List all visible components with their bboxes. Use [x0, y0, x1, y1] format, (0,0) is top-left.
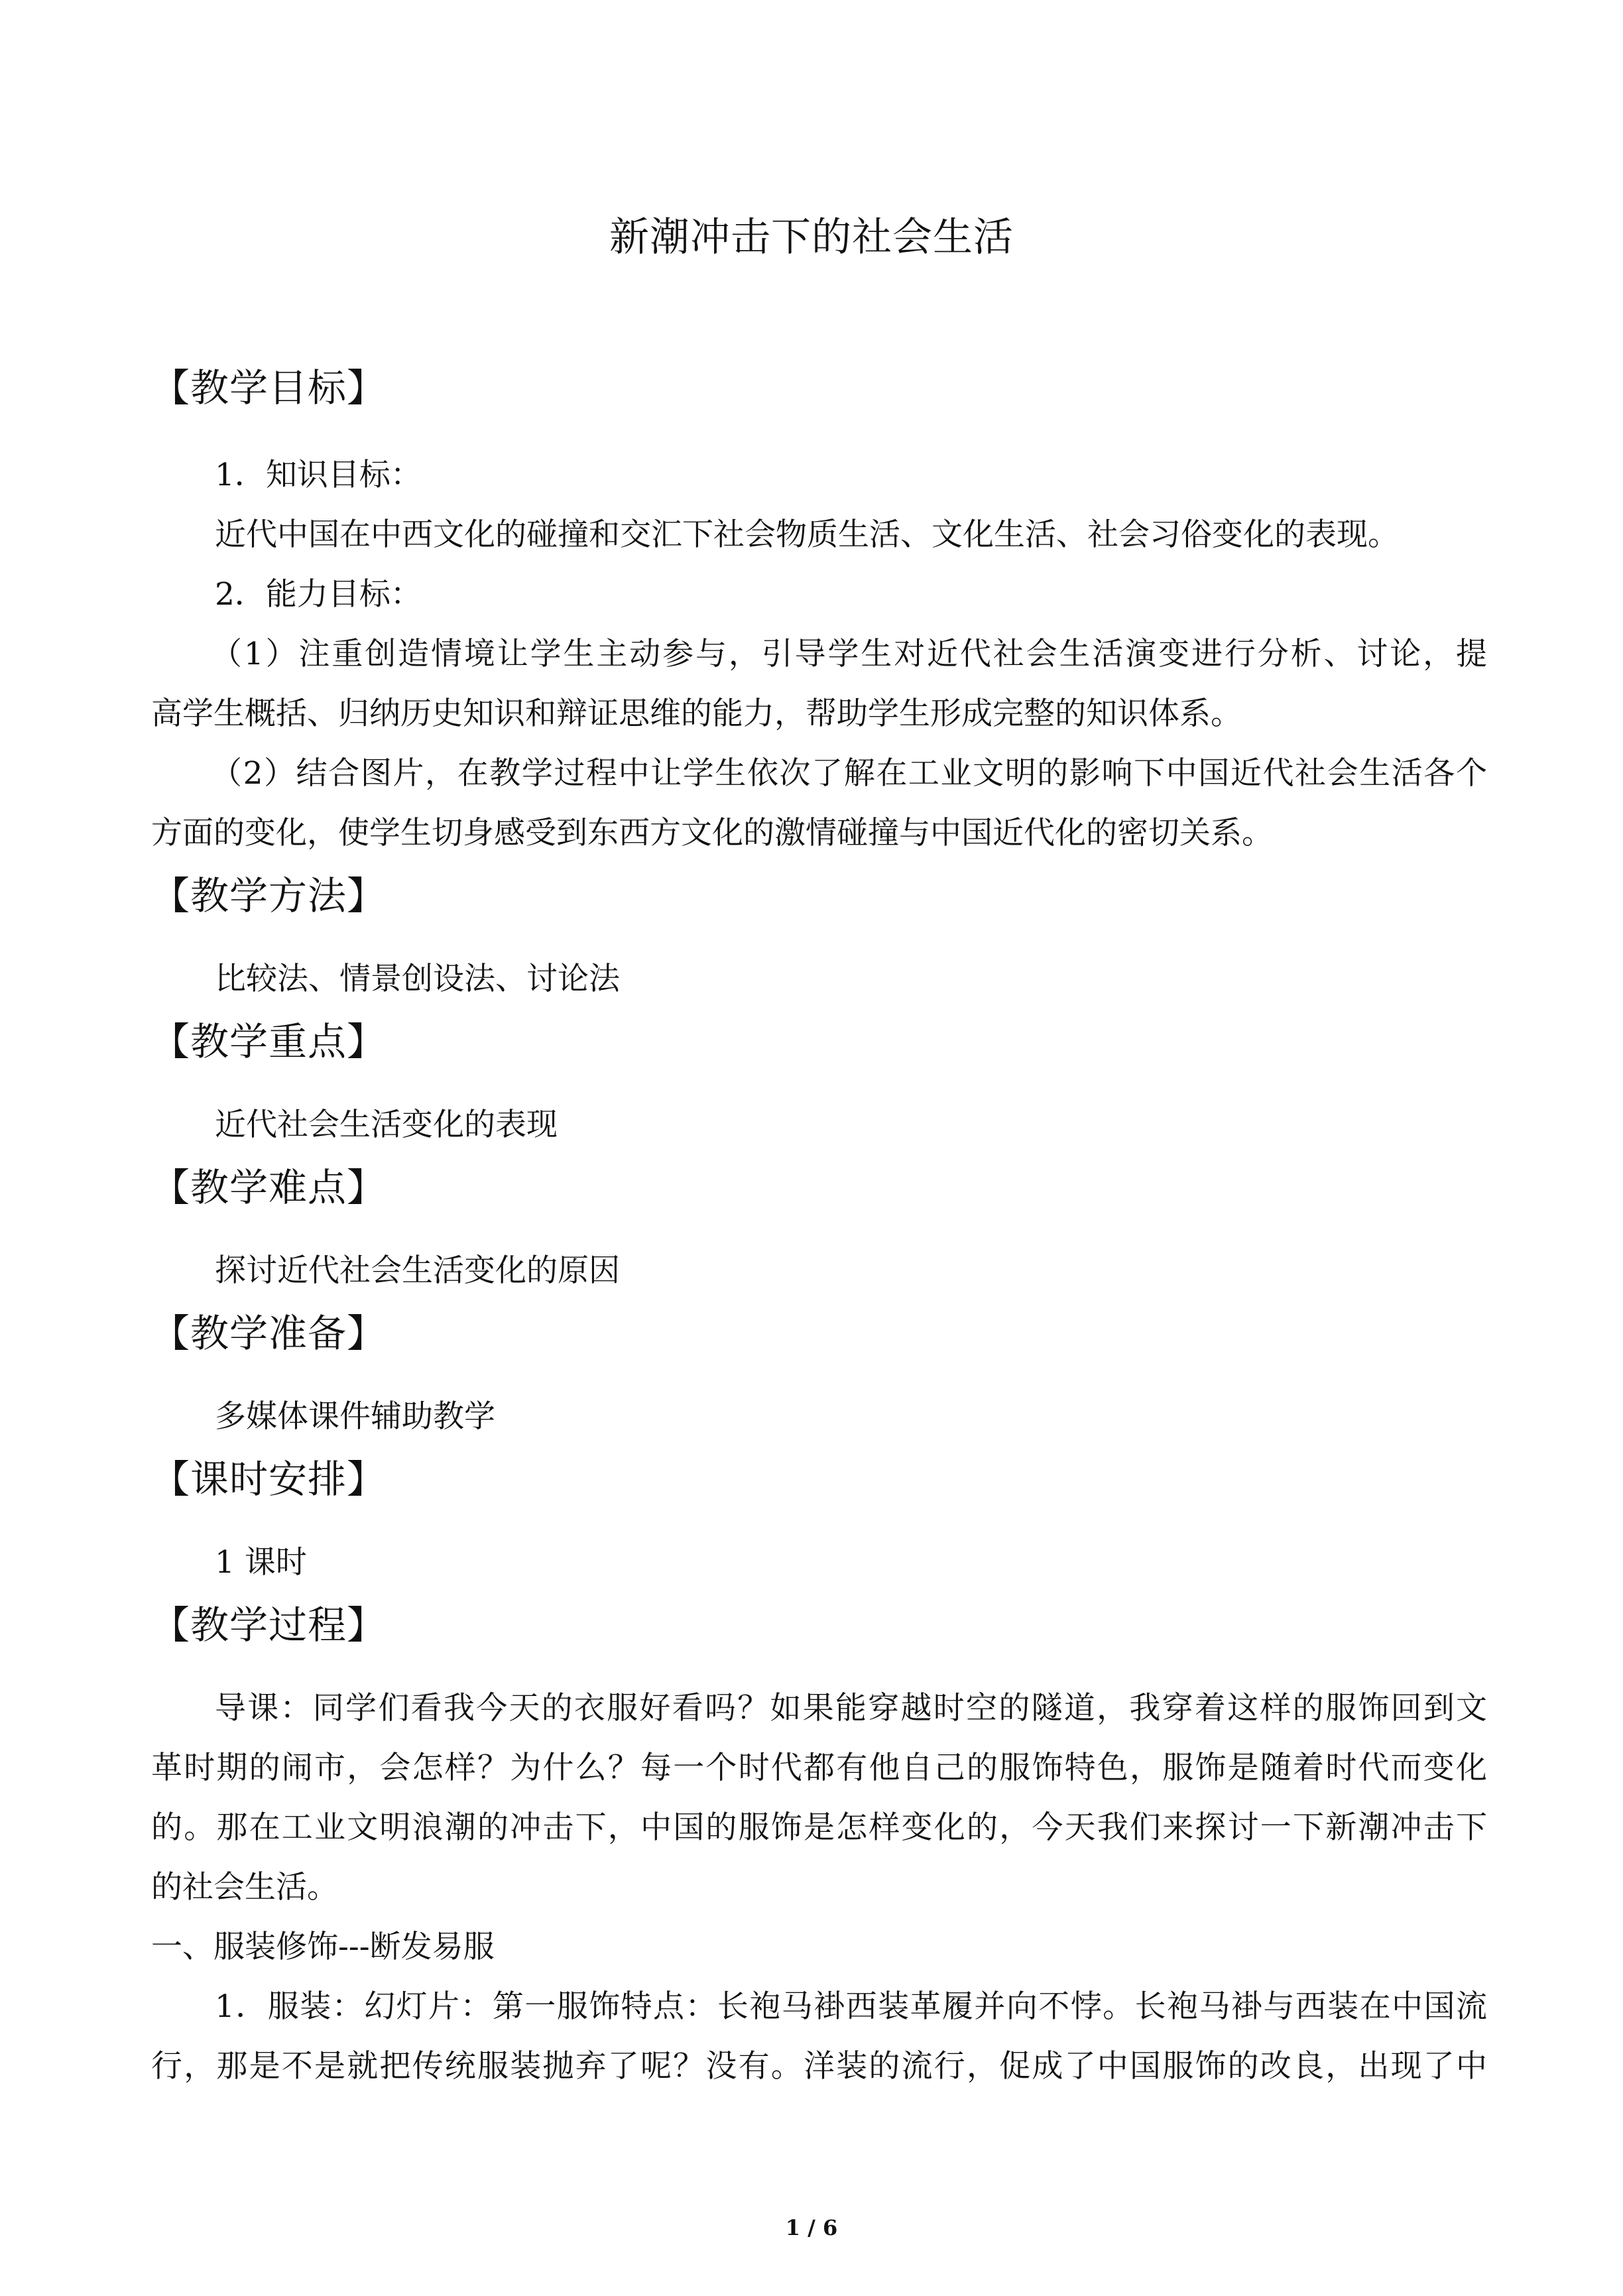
clothing-line-1: 1．服装：幻灯片：第一服饰特点：长袍马褂西装革履并向不悖。长袍马褂与西装在中国流 [215, 1988, 1487, 2025]
ability-objective-1-line-1: （1）注重创造情境让学生主动参与，引导学生对近代社会生活演变进行分析、讨论，提 [211, 636, 1487, 672]
methods-text: 比较法、情景创设法、讨论法 [215, 961, 620, 997]
ability-objective-1-line-2: 高学生概括、归纳历史知识和辩证思维的能力，帮助学生形成完整的知识体系。 [151, 695, 1242, 732]
heading-difficulties: 【教学难点】 [151, 1165, 387, 1210]
heading-preparation: 【教学准备】 [151, 1311, 387, 1356]
intro-line-3: 的。那在工业文明浪潮的冲击下，中国的服饰是怎样变化的，今天我们来探讨一下新潮冲击下 [151, 1809, 1487, 1846]
intro-line-4: 的社会生活。 [151, 1869, 338, 1905]
intro-line-1: 导课：同学们看我今天的衣服好看吗？如果能穿越时空的隧道，我穿着这样的服饰回到文 [215, 1690, 1487, 1726]
clothing-line-2: 行，那是不是就把传统服装抛弃了呢？没有。洋装的流行，促成了中国服饰的改良，出现了中 [151, 2048, 1487, 2085]
heading-methods: 【教学方法】 [151, 873, 387, 918]
ability-objective-2-line-2: 方面的变化，使学生切身感受到东西方文化的激情碰撞与中国近代化的密切关系。 [151, 815, 1273, 851]
knowledge-objective-text: 近代中国在中西文化的碰撞和交汇下社会物质生活、文化生活、社会习俗变化的表现。 [215, 516, 1399, 553]
part-1-title: 一、服装修饰---断发易服 [151, 1929, 495, 1965]
key-points-text: 近代社会生活变化的表现 [215, 1107, 558, 1143]
knowledge-objective-label: 1．知识目标： [215, 457, 422, 493]
heading-objectives: 【教学目标】 [151, 365, 387, 410]
heading-schedule: 【课时安排】 [151, 1457, 387, 1502]
heading-process: 【教学过程】 [151, 1602, 387, 1648]
ability-objective-label: 2．能力目标： [215, 576, 422, 613]
heading-key-points: 【教学重点】 [151, 1019, 387, 1064]
intro-line-2: 革时期的闹市，会怎样？为什么？每一个时代都有他自己的服饰特色，服饰是随着时代而变化 [151, 1750, 1487, 1786]
ability-objective-2-line-1: （2）结合图片，在教学过程中让学生依次了解在工业文明的影响下中国近代社会生活各个 [211, 755, 1487, 792]
page-number: 1 / 6 [785, 2215, 838, 2240]
document-title: 新潮冲击下的社会生活 [609, 214, 1014, 261]
preparation-text: 多媒体课件辅助教学 [215, 1398, 495, 1435]
difficulties-text: 探讨近代社会生活变化的原因 [215, 1252, 620, 1289]
schedule-text: 1 课时 [215, 1544, 307, 1581]
